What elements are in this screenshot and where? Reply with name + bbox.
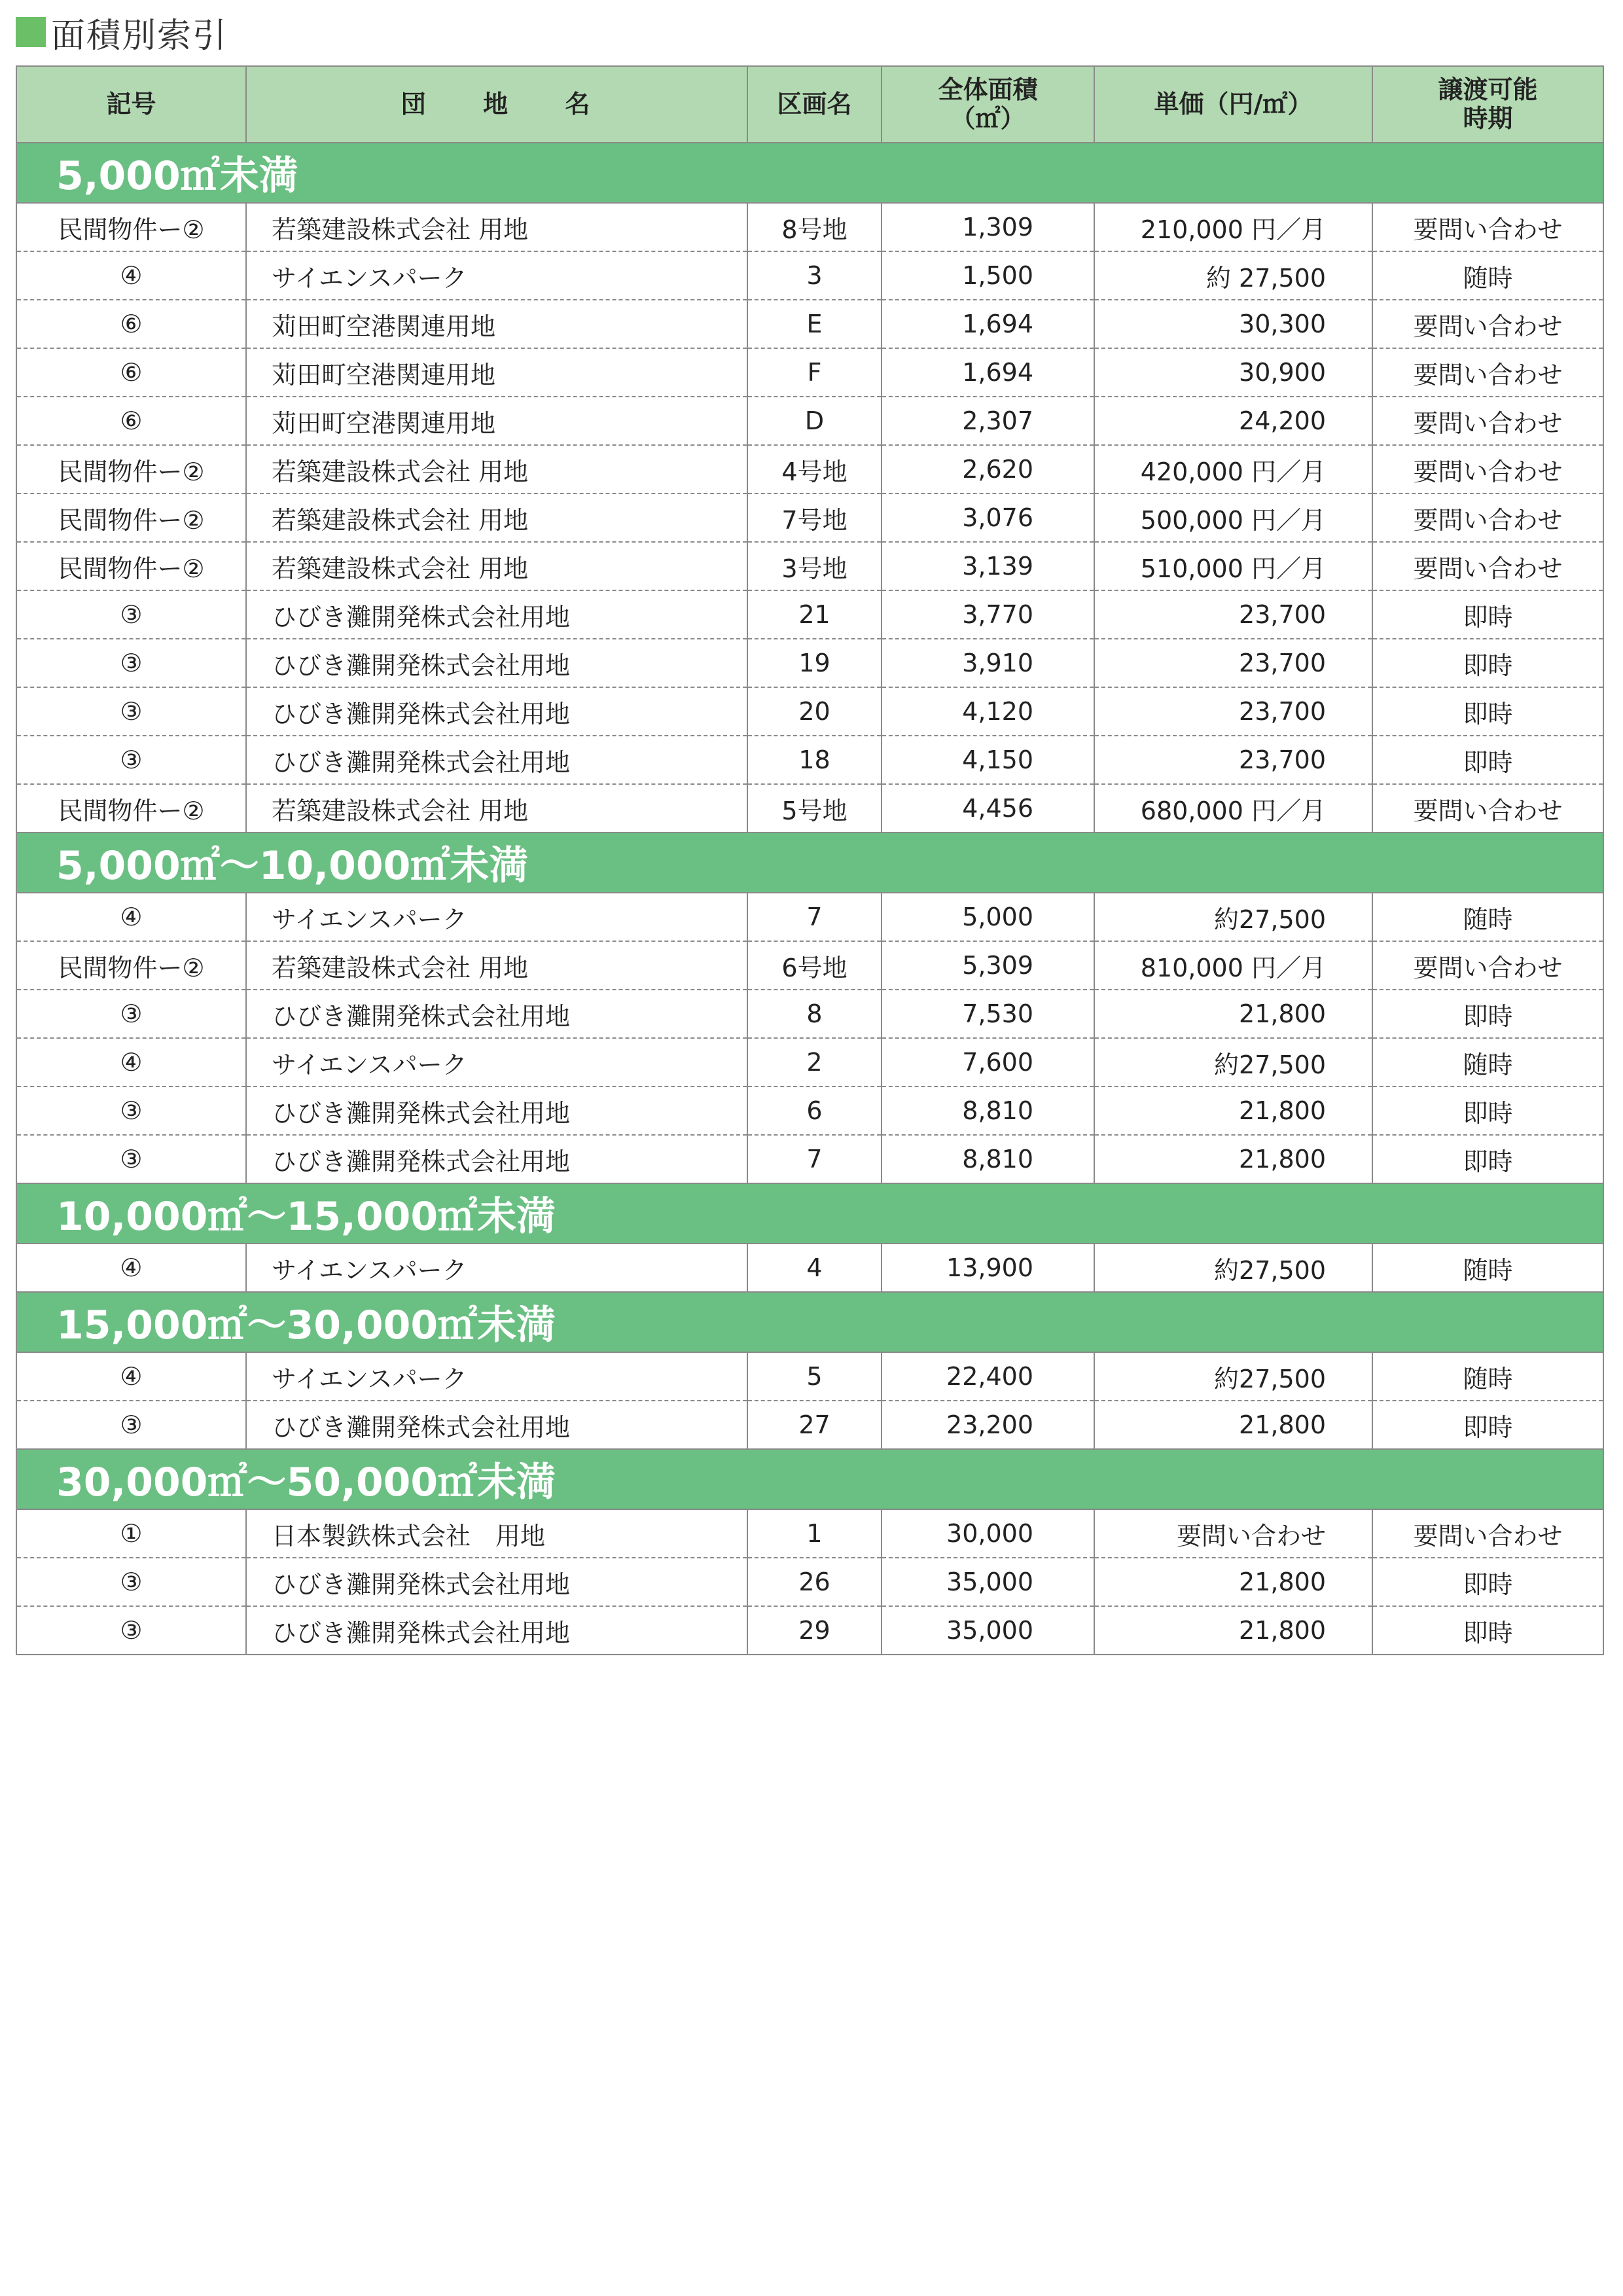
cell-area: 5,000 xyxy=(882,893,1094,941)
table-row xyxy=(16,784,1603,833)
cell-lot: 5号地 xyxy=(747,784,882,833)
cell-name: サイエンスパーク xyxy=(246,251,747,300)
cell-code: ③ xyxy=(16,590,246,639)
cell-lot: 8号地 xyxy=(747,203,882,251)
header-area-line2: （㎡） xyxy=(950,103,1026,133)
cell-lot: 20 xyxy=(747,687,882,736)
cell-code: ③ xyxy=(16,639,246,687)
header-avail xyxy=(1372,66,1603,143)
cell-code: 民間物件ー② xyxy=(16,784,246,833)
header-area xyxy=(882,66,1094,143)
section-label: 5,000㎡未満 xyxy=(16,143,1603,203)
cell-price: 510,000 円／月 xyxy=(1094,542,1372,590)
table-row xyxy=(16,300,1603,348)
green-square-icon xyxy=(16,17,46,47)
cell-name: ひびき灘開発株式会社用地 xyxy=(246,1606,747,1655)
cell-area: 3,770 xyxy=(882,590,1094,639)
cell-avail: 即時 xyxy=(1372,1606,1603,1655)
cell-price: 810,000 円／月 xyxy=(1094,941,1372,990)
cell-code: ③ xyxy=(16,1401,246,1449)
cell-name: ひびき灘開発株式会社用地 xyxy=(246,990,747,1038)
cell-avail: 要問い合わせ xyxy=(1372,1509,1603,1558)
cell-name: サイエンスパーク xyxy=(246,1038,747,1086)
cell-area: 1,500 xyxy=(882,251,1094,300)
cell-price: 21,800 xyxy=(1094,1135,1372,1183)
section-row xyxy=(16,143,1603,203)
cell-code: ③ xyxy=(16,990,246,1038)
cell-price: 23,700 xyxy=(1094,736,1372,784)
cell-area: 3,076 xyxy=(882,493,1094,542)
table-row xyxy=(16,941,1603,990)
table-row xyxy=(16,1135,1603,1183)
header-name: 団 地 名 xyxy=(246,66,747,143)
cell-lot: 6号地 xyxy=(747,941,882,990)
cell-lot: 8 xyxy=(747,990,882,1038)
table-row xyxy=(16,542,1603,590)
table-row xyxy=(16,493,1603,542)
cell-area: 5,309 xyxy=(882,941,1094,990)
table-row xyxy=(16,397,1603,445)
cell-price: 23,700 xyxy=(1094,590,1372,639)
cell-avail: 即時 xyxy=(1372,1401,1603,1449)
table-row xyxy=(16,1352,1603,1401)
header-area-line1: 全体面積 xyxy=(938,75,1038,104)
table-row xyxy=(16,893,1603,941)
cell-lot: 7号地 xyxy=(747,493,882,542)
table-row xyxy=(16,1038,1603,1086)
header-avail-line2: 時期 xyxy=(1463,103,1513,133)
cell-area: 8,810 xyxy=(882,1086,1094,1135)
cell-avail: 要問い合わせ xyxy=(1372,300,1603,348)
cell-price: 約27,500 xyxy=(1094,1038,1372,1086)
cell-area: 1,694 xyxy=(882,300,1094,348)
cell-avail: 要問い合わせ xyxy=(1372,203,1603,251)
cell-area: 3,910 xyxy=(882,639,1094,687)
cell-price: 680,000 円／月 xyxy=(1094,784,1372,833)
cell-name: ひびき灘開発株式会社用地 xyxy=(246,1086,747,1135)
cell-lot: 21 xyxy=(747,590,882,639)
cell-area: 23,200 xyxy=(882,1401,1094,1449)
cell-name: 若築建設株式会社 用地 xyxy=(246,203,747,251)
cell-lot: 26 xyxy=(747,1558,882,1606)
cell-avail: 随時 xyxy=(1372,1038,1603,1086)
cell-code: 民間物件ー② xyxy=(16,445,246,493)
cell-lot: 3号地 xyxy=(747,542,882,590)
table-row xyxy=(16,736,1603,784)
section-label: 30,000㎡～50,000㎡未満 xyxy=(16,1449,1603,1509)
page-title: 面積別索引 xyxy=(51,16,228,56)
cell-name: 若築建設株式会社 用地 xyxy=(246,493,747,542)
cell-price: 23,700 xyxy=(1094,639,1372,687)
cell-avail: 即時 xyxy=(1372,590,1603,639)
cell-name: サイエンスパーク xyxy=(246,1244,747,1292)
cell-name: ひびき灘開発株式会社用地 xyxy=(246,1558,747,1606)
table-row xyxy=(16,1606,1603,1655)
cell-avail: 即時 xyxy=(1372,639,1603,687)
cell-avail: 即時 xyxy=(1372,1086,1603,1135)
cell-price: 約27,500 xyxy=(1094,1244,1372,1292)
cell-code: 民間物件ー② xyxy=(16,941,246,990)
cell-avail: 即時 xyxy=(1372,1135,1603,1183)
cell-price: 21,800 xyxy=(1094,990,1372,1038)
cell-lot: 29 xyxy=(747,1606,882,1655)
section-label: 5,000㎡～10,000㎡未満 xyxy=(16,833,1603,893)
cell-name: 苅田町空港関連用地 xyxy=(246,348,747,397)
cell-name: ひびき灘開発株式会社用地 xyxy=(246,1401,747,1449)
section-label: 10,000㎡～15,000㎡未満 xyxy=(16,1183,1603,1244)
cell-area: 35,000 xyxy=(882,1606,1094,1655)
header-avail-line1: 譲渡可能 xyxy=(1438,75,1538,104)
cell-code: ⑥ xyxy=(16,397,246,445)
table-row xyxy=(16,203,1603,251)
table-row xyxy=(16,990,1603,1038)
cell-code: ⑥ xyxy=(16,300,246,348)
cell-avail: 随時 xyxy=(1372,1244,1603,1292)
cell-price: 30,300 xyxy=(1094,300,1372,348)
table-row xyxy=(16,1086,1603,1135)
cell-area: 3,139 xyxy=(882,542,1094,590)
cell-avail: 要問い合わせ xyxy=(1372,784,1603,833)
cell-price: 約 27,500 xyxy=(1094,251,1372,300)
cell-area: 22,400 xyxy=(882,1352,1094,1401)
cell-code: ① xyxy=(16,1509,246,1558)
cell-price: 要問い合わせ xyxy=(1094,1509,1372,1558)
cell-price: 21,800 xyxy=(1094,1606,1372,1655)
section-row xyxy=(16,1183,1603,1244)
cell-avail: 随時 xyxy=(1372,251,1603,300)
cell-code: ④ xyxy=(16,1352,246,1401)
cell-avail: 即時 xyxy=(1372,687,1603,736)
cell-lot: 4 xyxy=(747,1244,882,1292)
cell-area: 30,000 xyxy=(882,1509,1094,1558)
cell-code: ③ xyxy=(16,1606,246,1655)
cell-lot: 18 xyxy=(747,736,882,784)
cell-avail: 要問い合わせ xyxy=(1372,348,1603,397)
cell-avail: 即時 xyxy=(1372,990,1603,1038)
cell-area: 7,530 xyxy=(882,990,1094,1038)
cell-lot: D xyxy=(747,397,882,445)
cell-name: サイエンスパーク xyxy=(246,893,747,941)
cell-price: 23,700 xyxy=(1094,687,1372,736)
table-row xyxy=(16,251,1603,300)
cell-lot: 7 xyxy=(747,893,882,941)
cell-price: 約27,500 xyxy=(1094,1352,1372,1401)
cell-code: ⑥ xyxy=(16,348,246,397)
cell-price: 約27,500 xyxy=(1094,893,1372,941)
cell-price: 24,200 xyxy=(1094,397,1372,445)
cell-avail: 随時 xyxy=(1372,1352,1603,1401)
cell-area: 8,810 xyxy=(882,1135,1094,1183)
cell-code: ④ xyxy=(16,893,246,941)
section-row xyxy=(16,1449,1603,1509)
cell-code: ④ xyxy=(16,1038,246,1086)
cell-name: 若築建設株式会社 用地 xyxy=(246,542,747,590)
cell-code: ③ xyxy=(16,736,246,784)
section-label: 15,000㎡～30,000㎡未満 xyxy=(16,1292,1603,1352)
section-row xyxy=(16,1292,1603,1352)
cell-lot: 2 xyxy=(747,1038,882,1086)
cell-lot: 1 xyxy=(747,1509,882,1558)
cell-code: 民間物件ー② xyxy=(16,542,246,590)
table-row xyxy=(16,687,1603,736)
cell-code: 民間物件ー② xyxy=(16,203,246,251)
cell-name: 苅田町空港関連用地 xyxy=(246,397,747,445)
cell-name: ひびき灘開発株式会社用地 xyxy=(246,639,747,687)
table-row xyxy=(16,348,1603,397)
cell-avail: 要問い合わせ xyxy=(1372,542,1603,590)
cell-avail: 随時 xyxy=(1372,893,1603,941)
section-row xyxy=(16,833,1603,893)
table-row xyxy=(16,590,1603,639)
cell-lot: 27 xyxy=(747,1401,882,1449)
cell-lot: 6 xyxy=(747,1086,882,1135)
cell-code: ③ xyxy=(16,1086,246,1135)
cell-area: 1,309 xyxy=(882,203,1094,251)
cell-code: ③ xyxy=(16,1135,246,1183)
cell-name: サイエンスパーク xyxy=(246,1352,747,1401)
cell-price: 210,000 円／月 xyxy=(1094,203,1372,251)
header-price: 単価（円/㎡） xyxy=(1094,66,1372,143)
cell-avail: 要問い合わせ xyxy=(1372,397,1603,445)
cell-code: ④ xyxy=(16,251,246,300)
header-lot: 区画名 xyxy=(747,66,882,143)
table-header-row xyxy=(16,66,1603,143)
table-row xyxy=(16,1244,1603,1292)
cell-name: 日本製鉄株式会社 用地 xyxy=(246,1509,747,1558)
cell-area: 7,600 xyxy=(882,1038,1094,1086)
cell-lot: 5 xyxy=(747,1352,882,1401)
cell-lot: 4号地 xyxy=(747,445,882,493)
cell-name: ひびき灘開発株式会社用地 xyxy=(246,590,747,639)
cell-lot: F xyxy=(747,348,882,397)
cell-name: 若築建設株式会社 用地 xyxy=(246,941,747,990)
area-index-table xyxy=(16,65,1604,1655)
cell-name: ひびき灘開発株式会社用地 xyxy=(246,736,747,784)
table-row xyxy=(16,445,1603,493)
cell-name: 若築建設株式会社 用地 xyxy=(246,445,747,493)
cell-price: 21,800 xyxy=(1094,1086,1372,1135)
cell-area: 2,307 xyxy=(882,397,1094,445)
cell-price: 420,000 円／月 xyxy=(1094,445,1372,493)
cell-price: 500,000 円／月 xyxy=(1094,493,1372,542)
cell-code: 民間物件ー② xyxy=(16,493,246,542)
cell-avail: 要問い合わせ xyxy=(1372,941,1603,990)
cell-code: ④ xyxy=(16,1244,246,1292)
cell-price: 30,900 xyxy=(1094,348,1372,397)
cell-price: 21,800 xyxy=(1094,1558,1372,1606)
cell-code: ③ xyxy=(16,687,246,736)
cell-area: 4,120 xyxy=(882,687,1094,736)
page-heading xyxy=(16,9,228,55)
cell-lot: E xyxy=(747,300,882,348)
table-body xyxy=(16,143,1603,1655)
cell-name: 若築建設株式会社 用地 xyxy=(246,784,747,833)
cell-area: 13,900 xyxy=(882,1244,1094,1292)
cell-area: 35,000 xyxy=(882,1558,1094,1606)
cell-avail: 即時 xyxy=(1372,1558,1603,1606)
header-code: 記号 xyxy=(16,66,246,143)
cell-area: 4,456 xyxy=(882,784,1094,833)
cell-lot: 19 xyxy=(747,639,882,687)
cell-lot: 7 xyxy=(747,1135,882,1183)
cell-area: 2,620 xyxy=(882,445,1094,493)
cell-price: 21,800 xyxy=(1094,1401,1372,1449)
cell-area: 4,150 xyxy=(882,736,1094,784)
cell-area: 1,694 xyxy=(882,348,1094,397)
table-row xyxy=(16,1558,1603,1606)
cell-avail: 即時 xyxy=(1372,736,1603,784)
table-row xyxy=(16,1401,1603,1449)
cell-name: ひびき灘開発株式会社用地 xyxy=(246,687,747,736)
cell-avail: 要問い合わせ xyxy=(1372,493,1603,542)
cell-code: ③ xyxy=(16,1558,246,1606)
cell-name: ひびき灘開発株式会社用地 xyxy=(246,1135,747,1183)
cell-name: 苅田町空港関連用地 xyxy=(246,300,747,348)
table-row xyxy=(16,1509,1603,1558)
cell-avail: 要問い合わせ xyxy=(1372,445,1603,493)
table-row xyxy=(16,639,1603,687)
cell-lot: 3 xyxy=(747,251,882,300)
